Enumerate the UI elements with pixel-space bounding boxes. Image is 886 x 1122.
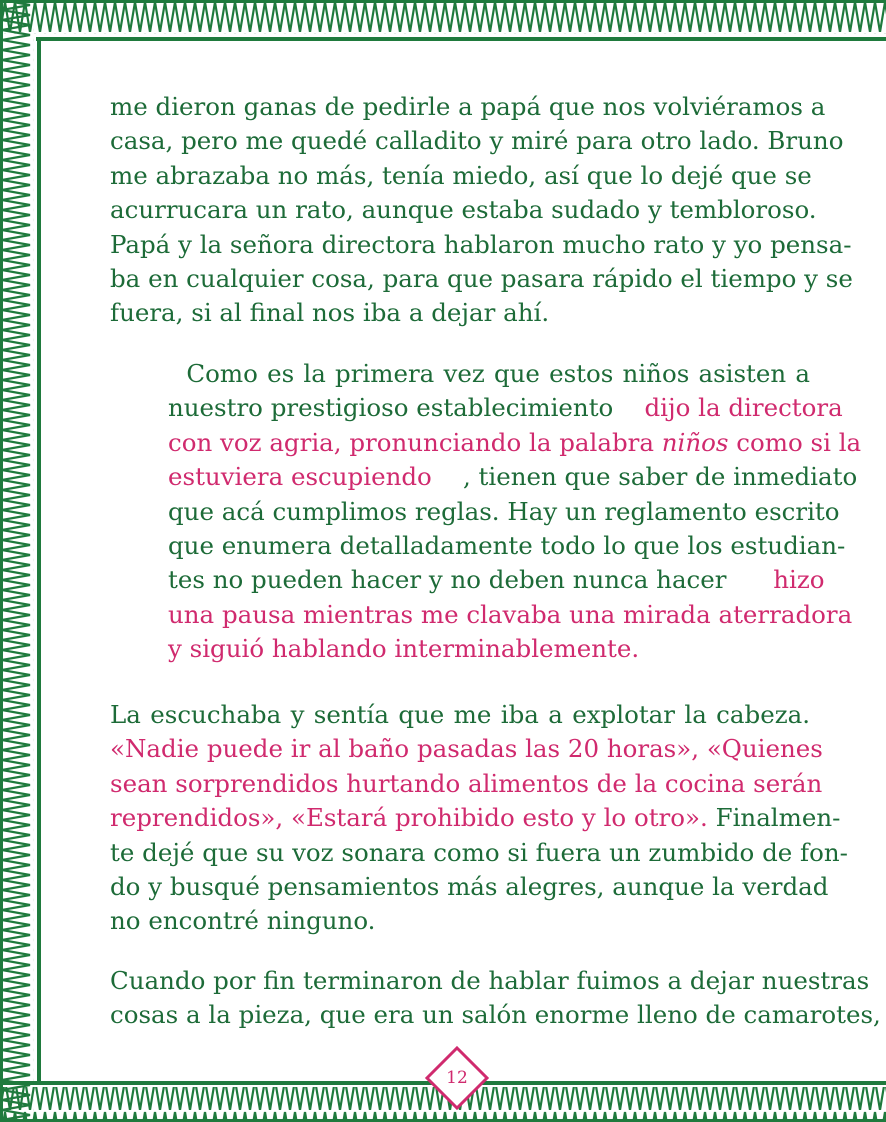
paragraph-3 [110, 698, 848, 939]
narration-text: con voz agria, pronunciando la palabra [168, 427, 654, 457]
paragraph-2-quote [168, 357, 862, 667]
text-line: cosas a la pieza, que era un salón enorme lleno de camarotes, [110, 1000, 881, 1030]
text-line: no encontré ninguno. [110, 906, 376, 936]
text-line: La escuchaba y sentía que me iba a explotar la cabeza. [110, 700, 810, 729]
narration-text: hizo [773, 565, 825, 595]
text-line: te dejé que su voz sonara como si fuera un zumbido de fon- [110, 837, 848, 867]
text-line: que enumera detalladamente todo lo que los estudian- [168, 531, 846, 561]
page-number-badge [424, 1045, 490, 1111]
narration-text: dijo la directora [644, 393, 843, 423]
quote-text: tes no pueden hacer y no deben nunca hacer [168, 565, 727, 595]
text-line: me dieron ganas de pedirle a papá que nos volviéramos a [110, 92, 826, 121]
text-line: me abrazaba no más, tenía miedo, así que lo dejé que se [110, 160, 812, 190]
text-line: que acá cumplimos reglas. Hay un reglamento escrito [168, 496, 840, 526]
left-border-pattern [0, 0, 44, 1122]
text-line [168, 426, 862, 460]
text-line [168, 357, 810, 391]
text-line: do y busqué pensamientos más alegres, aunque la verdad [110, 872, 829, 902]
text-line [168, 460, 858, 494]
quote-text: nuestro prestigioso establecimiento [168, 393, 614, 423]
quote-text: , tienen que saber de inmediato [462, 462, 858, 492]
text-line: y siguió hablando interminablemente. [168, 634, 640, 664]
text-line: «Nadie puede ir al baño pasadas las 20 horas», «Quienes [110, 734, 823, 764]
narration-text: Finalmen- [715, 803, 841, 833]
text-line [168, 563, 825, 597]
text-line: casa, pero me quedé calladito y miré para otro lado. Bruno [110, 126, 844, 156]
rules-text: reprendidos», «Estará prohibido esto y lo otro». [110, 803, 708, 833]
text-line: ba en cualquier cosa, para que pasara rápido el tiempo y se [110, 264, 853, 294]
text-line: acurrucara un rato, aunque estaba sudado y tembloroso. [110, 195, 817, 225]
text-line: Papá y la señora directora hablaron mucho rato y yo pensa- [110, 229, 852, 259]
text-line: una pausa mientras me clavaba una mirada aterradora [168, 599, 853, 629]
text-line [110, 801, 841, 835]
italic-word: niños [661, 427, 729, 457]
quote-text: Como es la primera vez que estos niños asisten a [186, 359, 810, 388]
paragraph-1 [110, 90, 853, 331]
narration-text: como si la [736, 427, 862, 457]
text-line: sean sorprendidos hurtando alimentos de la cocina serán [110, 768, 823, 798]
top-border-pattern [0, 0, 886, 44]
text-line: fuera, si al final nos iba a dejar ahí. [110, 298, 550, 328]
paragraph-4 [110, 964, 881, 1033]
narration-text: estuviera escupiendo [168, 462, 432, 492]
text-line [168, 391, 843, 425]
page-number: 12 [446, 1068, 468, 1088]
text-line: Cuando por fin terminaron de hablar fuimos a dejar nuestras [110, 966, 870, 995]
